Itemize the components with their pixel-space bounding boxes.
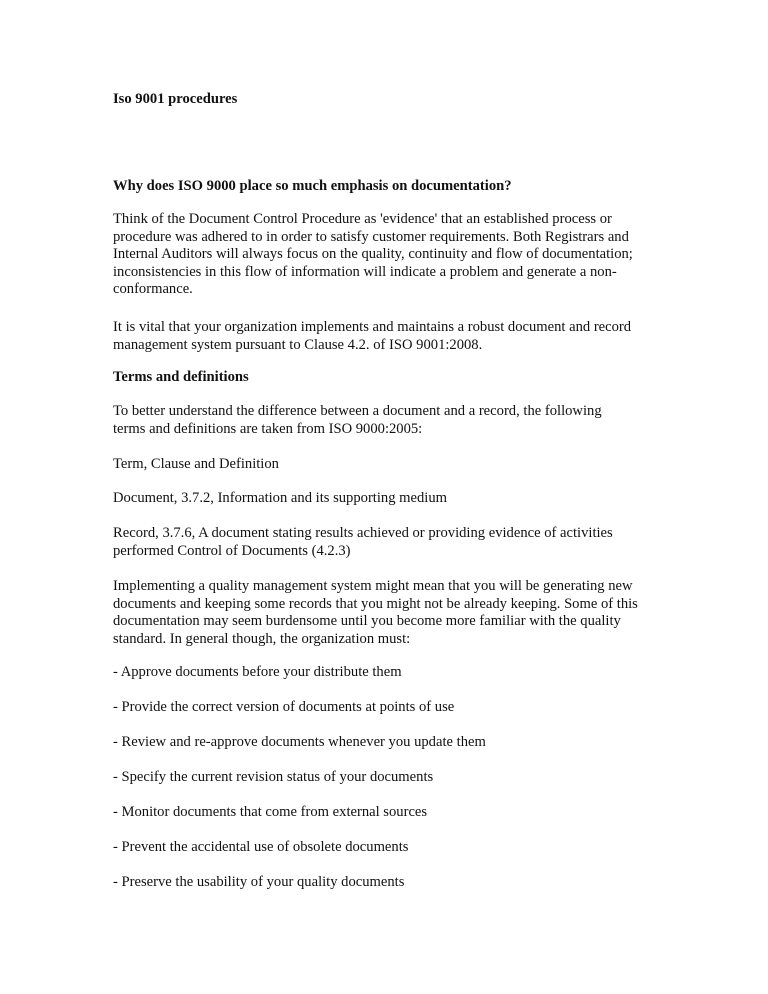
- term-table-header: Term, Clause and Definition: [113, 456, 279, 472]
- paragraph-line: It is vital that your organization implements and maintains a robust document and record: [113, 319, 632, 335]
- requirement-item: - Specify the current revision status of your documents: [113, 769, 434, 785]
- requirement-item: - Prevent the accidental use of obsolete documents: [113, 839, 409, 855]
- term-record: [113, 525, 658, 560]
- paragraph-evidence: [113, 211, 658, 299]
- term-document: Document, 3.7.2, Information and its supporting medium: [113, 490, 447, 506]
- paragraph-line: documents and keeping some records that you might not be already keeping. Some of this: [113, 595, 638, 612]
- paragraph-line: Internal Auditors will always focus on the quality, continuity and flow of documentation;: [113, 246, 633, 263]
- paragraph-line: standard. In general though, the organization must:: [113, 630, 411, 647]
- requirement-item: - Preserve the usability of your quality documents: [113, 874, 405, 890]
- paragraph-line: inconsistencies in this flow of information will indicate a problem and generate a non-: [113, 263, 617, 280]
- paragraph-line: procedure was adhered to in order to satisfy customer requirements. Both Registrars and: [113, 228, 629, 245]
- requirement-item: - Monitor documents that come from external sources: [113, 804, 428, 820]
- paragraph-line: documentation may seem burdensome until you become more familiar with the quality: [113, 613, 621, 630]
- paragraph-line: conformance.: [113, 281, 193, 298]
- paragraph-line: To better understand the difference between a document and a record, the following: [113, 403, 602, 419]
- paragraph-line: Think of the Document Control Procedure as 'evidence' that an established process or: [113, 211, 612, 227]
- requirement-item: - Review and re-approve documents whenever you update them: [113, 734, 486, 750]
- paragraph-line: Implementing a quality management system might mean that you will be generating new: [113, 578, 633, 594]
- paragraph-line: management system pursuant to Clause 4.2. of ISO 9001:2008.: [113, 336, 483, 353]
- paragraph-line: performed Control of Documents (4.2.3): [113, 542, 351, 559]
- paragraph-line: Record, 3.7.6, A document stating results achieved or providing evidence of activities: [113, 525, 613, 541]
- paragraph-terms-intro: [113, 403, 658, 438]
- requirement-item: - Approve documents before your distribute them: [113, 664, 402, 680]
- paragraph-vital: [113, 319, 658, 354]
- heading-terms-definitions: Terms and definitions: [113, 369, 249, 385]
- requirement-item: - Provide the correct version of documents at points of use: [113, 699, 455, 715]
- paragraph-line: terms and definitions are taken from ISO 9000:2005:: [113, 420, 423, 437]
- heading-why-documentation: Why does ISO 9000 place so much emphasis on documentation?: [113, 178, 512, 194]
- document-title: Iso 9001 procedures: [113, 91, 238, 107]
- paragraph-implementing: [113, 578, 658, 648]
